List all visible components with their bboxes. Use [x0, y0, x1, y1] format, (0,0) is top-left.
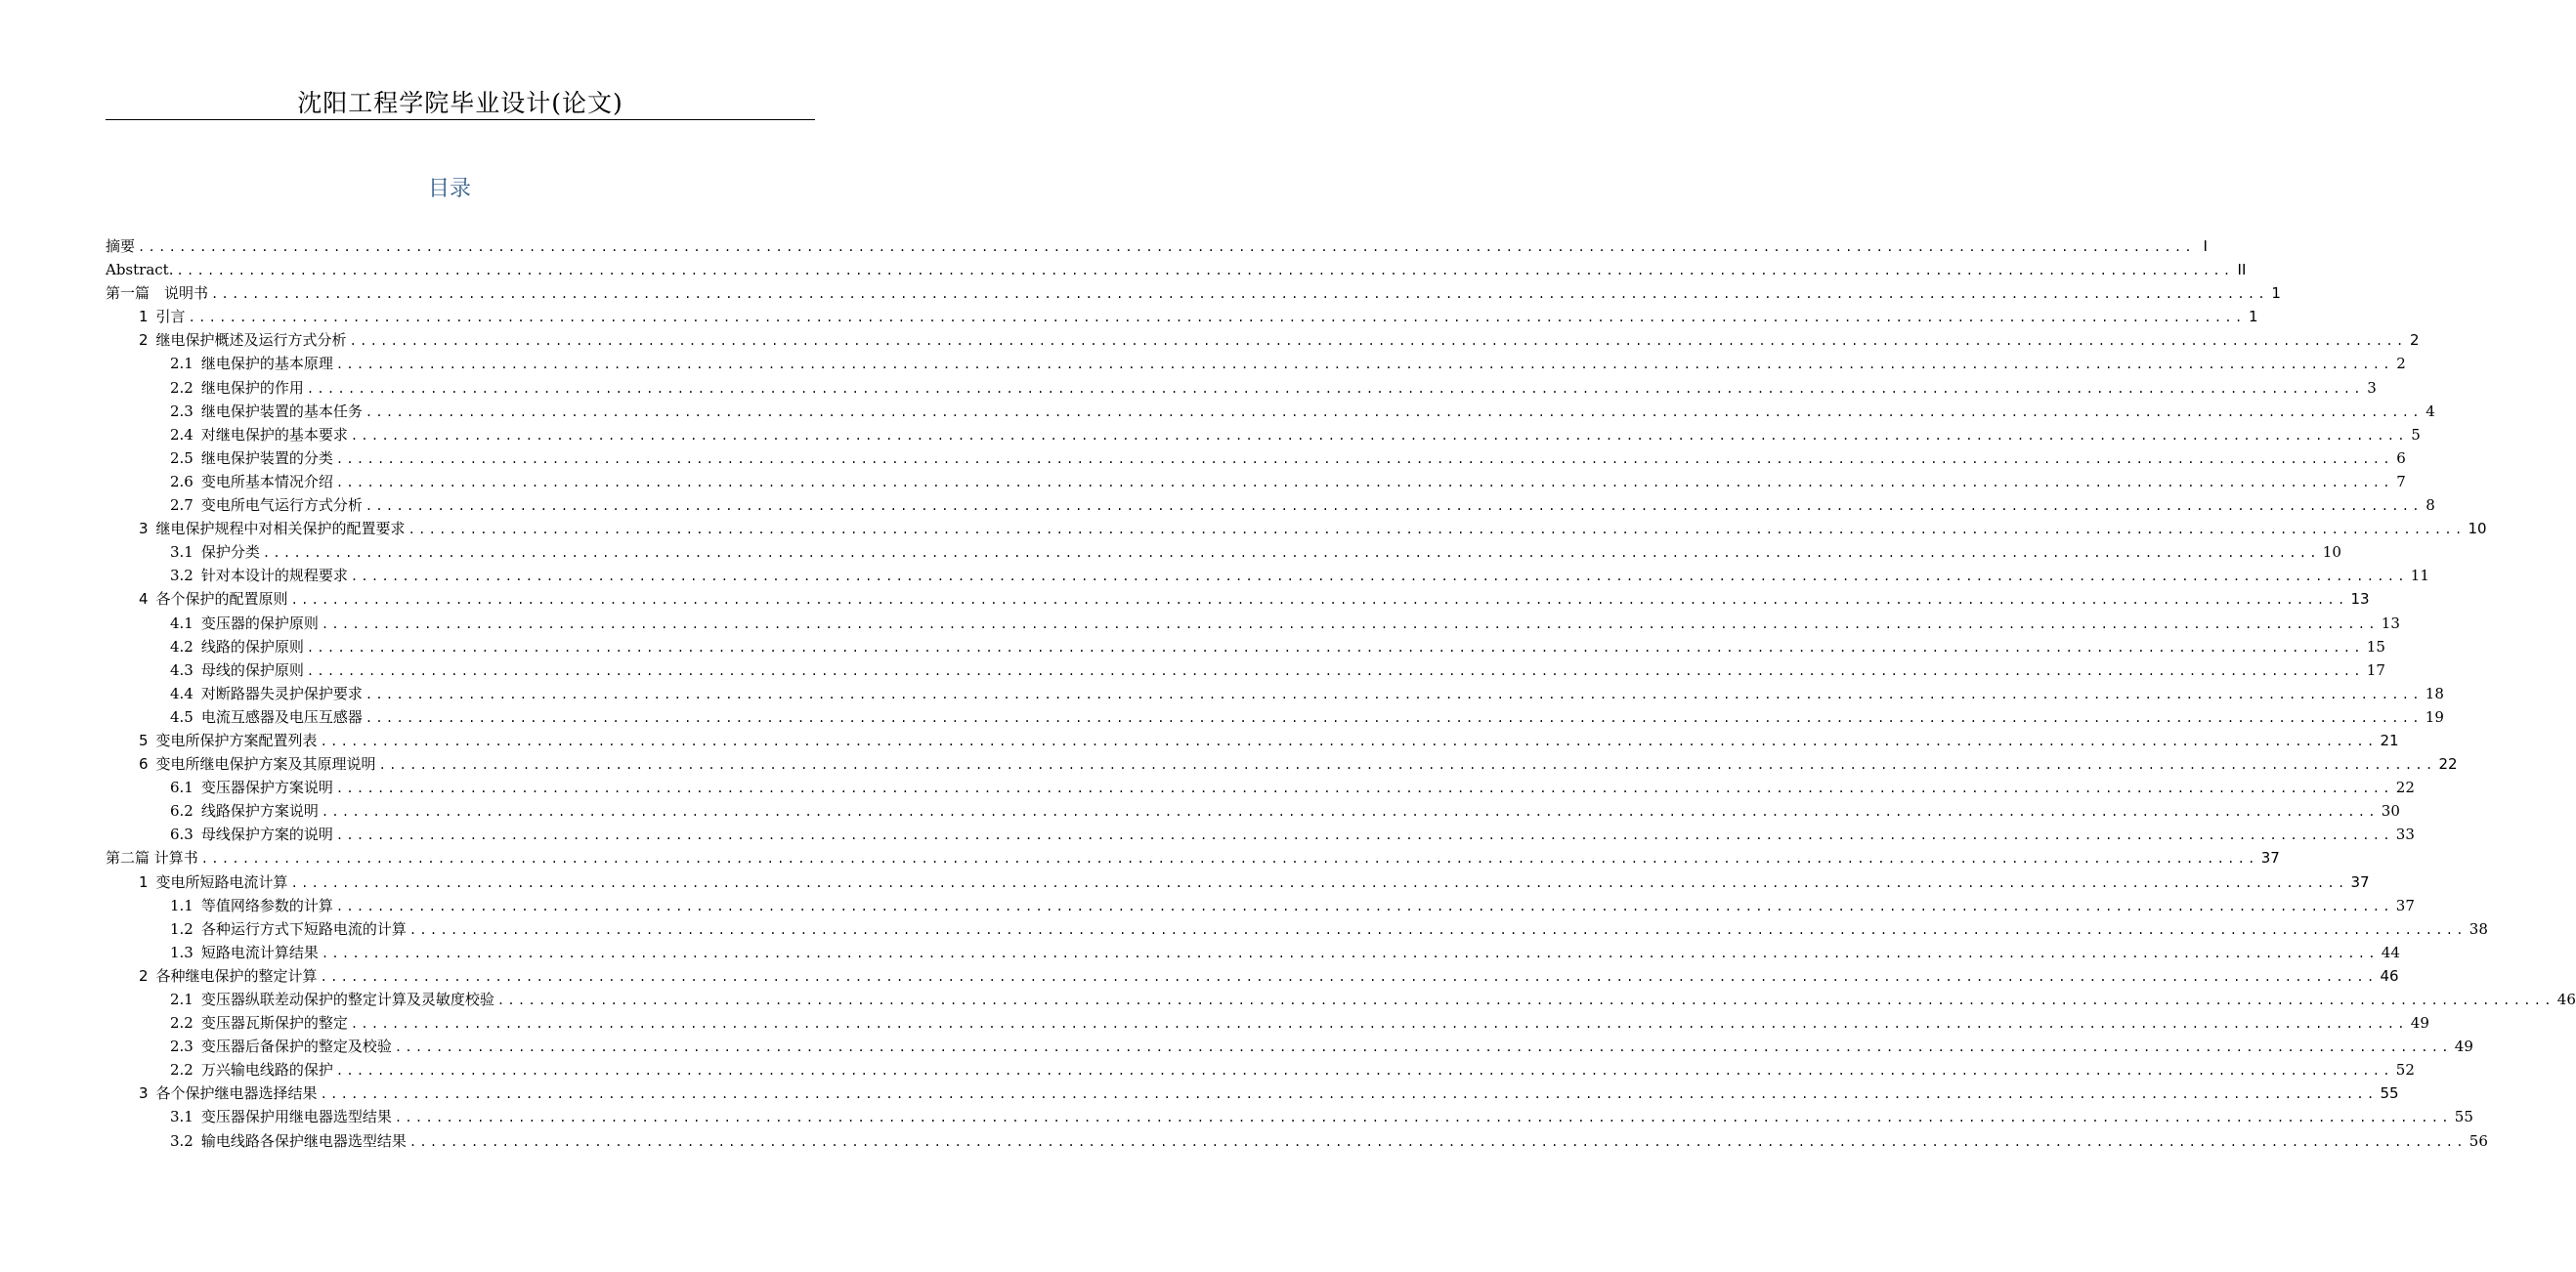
dot-leader: ........................................................................................................................................................................................................: [365, 404, 2423, 419]
toc-entry[interactable]: [106, 799, 2400, 823]
toc-entry-title: 保护分类: [200, 543, 260, 562]
dot-leader: ........................................................................................................................................................................................................: [408, 523, 2466, 537]
toc-entry-page: 3: [2367, 378, 2377, 397]
toc-entry[interactable]: [106, 446, 2406, 470]
toc-entry-title: 变电所短路电流计算: [155, 872, 288, 891]
dot-leader: ........................................................................................................................................................................................................: [496, 994, 2555, 1007]
toc-entry-page: 17: [2366, 660, 2385, 679]
dot-leader: ........................................................................................................................................................................................................: [200, 852, 2258, 867]
toc-entry[interactable]: [106, 1081, 2399, 1105]
toc-entry-number: 3.1: [170, 1108, 193, 1126]
toc-entry[interactable]: [106, 776, 2415, 799]
toc-entry-number: 6.2: [170, 802, 193, 821]
dot-leader: ........................................................................................................................................................................................................: [365, 710, 2423, 725]
toc-entry[interactable]: [106, 612, 2400, 635]
toc-entry[interactable]: [106, 941, 2400, 964]
toc-entry-title: 引言: [155, 308, 186, 326]
toc-entry-title: 对断路器失灵护保护要求: [200, 684, 363, 702]
toc-entry-title: 各种继电保护的整定计算: [155, 966, 318, 985]
toc-entry[interactable]: [106, 258, 2247, 281]
toc-entry[interactable]: [106, 281, 2281, 305]
toc-entry[interactable]: [106, 729, 2399, 752]
toc-entry[interactable]: [106, 1105, 2473, 1128]
toc-entry-number: 4.4: [170, 684, 193, 702]
toc-entry-title: 变电所继电保护方案及其原理说明: [155, 755, 376, 774]
toc-entry[interactable]: [106, 752, 2458, 776]
toc-entry-page: 37: [2350, 872, 2370, 891]
toc-entry-number: 4.2: [170, 637, 193, 656]
toc-entry-title: 母线的保护原则: [200, 660, 304, 679]
toc-entry-title: 继电保护规程中对相关保护的配置要求: [155, 520, 406, 538]
dot-leader: ........................................................................................................................................................................................................: [306, 381, 2364, 396]
dot-leader: ........................................................................................................................................................................................................: [188, 311, 2246, 325]
toc-entry-title: 各种运行方式下短路电流的计算: [200, 919, 407, 938]
toc-entry-page: I: [2203, 237, 2208, 255]
toc-entry[interactable]: [106, 470, 2406, 493]
toc-entry-page: 6: [2396, 448, 2406, 467]
toc-entry-title: 继电保护的作用: [200, 378, 304, 397]
toc-entry-page: 55: [2454, 1108, 2473, 1126]
toc-entry-page: 21: [2380, 731, 2399, 749]
dot-leader: ........................................................................................................................................................................................................: [138, 240, 2195, 254]
toc-entry-title: 变压器后备保护的整定及校验: [200, 1038, 392, 1056]
dot-leader: ........................................................................................................................................................................................................: [349, 334, 2407, 349]
toc-entry-title: 变压器保护用继电器选型结果: [200, 1108, 392, 1126]
toc-entry-page: 10: [2468, 520, 2487, 538]
toc-entry-page: 7: [2396, 472, 2406, 490]
dot-leader: ........................................................................................................................................................................................................: [321, 805, 2379, 820]
toc-entry[interactable]: [106, 917, 2488, 941]
toc-entry-number: 4: [139, 590, 149, 609]
toc-entry-number: 1.2: [170, 919, 193, 938]
dot-leader: ........................................................................................................................................................................................................: [320, 1087, 2378, 1102]
dot-leader: ........................................................................................................................................................................................................: [335, 358, 2393, 372]
toc-entry-number: 5: [139, 731, 149, 749]
toc-entry[interactable]: [106, 493, 2435, 517]
toc-heading: 目录: [427, 177, 471, 201]
toc-entry[interactable]: [106, 400, 2435, 423]
toc-entry-title: 变电所电气运行方式分析: [200, 496, 363, 515]
dot-leader: ........................................................................................................................................................................................................: [335, 828, 2393, 843]
toc-entry-number: 3.2: [170, 567, 193, 585]
toc-entry-number: 2.1: [170, 355, 193, 373]
toc-entry-title: 输电线路各保护继电器选型结果: [200, 1131, 407, 1150]
toc-entry[interactable]: [106, 517, 2487, 540]
toc-entry-page: 22: [2438, 755, 2458, 774]
toc-entry-page: 1: [2271, 284, 2281, 303]
dot-leader: ........................................................................................................................................................................................................: [408, 922, 2467, 937]
toc-entry[interactable]: [106, 376, 2377, 400]
dot-leader: ........................................................................................................................................................................................................: [320, 734, 2378, 748]
dot-leader: ........................................................................................................................................................................................................: [290, 593, 2348, 608]
toc-entry[interactable]: [106, 705, 2444, 729]
dot-leader: ........................................................................................................................................................................................................: [378, 758, 2436, 773]
toc-entry-page: 46: [2556, 991, 2576, 1008]
toc-entry[interactable]: [106, 1011, 2429, 1035]
toc-entry-page: 10: [2322, 543, 2341, 562]
dot-leader: ........................................................................................................................................................................................................: [335, 1064, 2393, 1079]
toc-entry-number: 2.3: [170, 1038, 193, 1056]
toc-entry-page: 13: [2381, 614, 2400, 632]
toc-entry[interactable]: [106, 846, 2280, 869]
toc-entry-page: 33: [2395, 826, 2415, 844]
toc-entry-title: 第二篇 计算书: [106, 849, 198, 868]
toc-entry-number: 2: [139, 966, 149, 985]
toc-entry-page: 37: [2395, 896, 2415, 914]
toc-entry-page: 5: [2411, 425, 2421, 444]
dot-leader: ........................................................................................................................................................................................................: [335, 451, 2393, 466]
toc-entry-title: 等值网络参数的计算: [200, 896, 333, 914]
toc-entry-number: 1.3: [170, 943, 193, 961]
toc-entry-number: 1: [139, 872, 149, 891]
toc-entry-page: 30: [2381, 802, 2400, 821]
toc-entry-title: 线路的保护原则: [200, 637, 304, 656]
toc-entry-page: 1: [2248, 308, 2258, 326]
toc-entry-page: 56: [2469, 1131, 2488, 1150]
toc-entry-number: 2.4: [170, 425, 193, 444]
dot-leader: ........................................................................................................................................................................................................: [350, 570, 2408, 584]
toc-entry[interactable]: [106, 894, 2415, 917]
toc-entry[interactable]: [106, 988, 2576, 1011]
toc-entry-page: 18: [2425, 684, 2444, 702]
toc-entry[interactable]: [106, 423, 2421, 446]
toc-entry-number: 2.2: [170, 1061, 193, 1080]
dot-leader: ........................................................................................................................................................................................................: [394, 1040, 2452, 1055]
toc-entry[interactable]: [106, 234, 2208, 258]
toc-entry-title: 各个保护的配置原则: [155, 590, 288, 609]
toc-entry-number: 4.5: [170, 707, 193, 726]
dot-leader: ........................................................................................................................................................................................................: [290, 875, 2348, 890]
toc-entry-number: 3: [139, 1084, 149, 1103]
dot-leader: ........................................................................................................................................................................................................: [365, 499, 2423, 514]
toc-entry-title: 各个保护继电器选择结果: [155, 1084, 318, 1103]
toc-entry[interactable]: [106, 964, 2399, 988]
toc-entry[interactable]: [106, 870, 2370, 894]
toc-entry-number: 4.3: [170, 660, 193, 679]
dot-leader: ........................................................................................................................................................................................................: [306, 640, 2364, 655]
toc-entry-page: 15: [2366, 637, 2385, 656]
toc-entry[interactable]: [106, 564, 2429, 587]
toc-entry-title: 变电所基本情况介绍: [200, 472, 333, 490]
toc-entry-title: 第一篇 说明书: [106, 284, 209, 303]
toc-entry-number: 2.5: [170, 448, 193, 467]
dot-leader: ........................................................................................................................................................................................................: [350, 1017, 2408, 1032]
dot-leader: ........................................................................................................................................................................................................: [335, 475, 2393, 489]
dot-leader: ........................................................................................................................................................................................................: [365, 687, 2423, 701]
toc-entry[interactable]: [106, 1058, 2415, 1081]
toc-entry-title: 变电所保护方案配置列表: [155, 731, 318, 749]
dot-leader: ........................................................................................................................................................................................................: [321, 946, 2379, 960]
toc-entry-title: 继电保护的基本原理: [200, 355, 333, 373]
toc-entry-number: 1.1: [170, 896, 193, 914]
toc-entry-number: 6: [139, 755, 149, 774]
toc-entry-title: 短路电流计算结果: [200, 943, 319, 961]
toc-entry-number: 2: [139, 331, 149, 350]
toc-entry-page: 2: [2396, 355, 2406, 373]
dot-leader: ........................................................................................................................................................................................................: [335, 899, 2393, 913]
toc-entry-page: 2: [2409, 331, 2420, 350]
toc-entry-title: 变压器保护方案说明: [200, 779, 333, 797]
toc-entry-number: 2.7: [170, 496, 193, 515]
toc-entry-number: 4.1: [170, 614, 193, 632]
dot-leader: ........................................................................................................................................................................................................: [211, 287, 2268, 302]
toc-entry[interactable]: [106, 1035, 2473, 1058]
toc-entry-title: 继电保护装置的基本任务: [200, 402, 363, 420]
toc-entry-number: 3.2: [170, 1131, 193, 1150]
toc-entry-page: 49: [2454, 1038, 2473, 1056]
dot-leader: ........................................................................................................................................................................................................: [321, 616, 2379, 631]
table-of-contents: [106, 234, 2576, 1153]
header-divider: [106, 119, 815, 120]
toc-entry-title: 针对本设计的规程要求: [200, 567, 348, 585]
toc-entry-number: 2.2: [170, 1014, 193, 1033]
toc-entry-number: 6.1: [170, 779, 193, 797]
toc-entry-title: 变压器纵联差动保护的整定计算及灵敏度校验: [200, 991, 494, 1008]
toc-entry-number: 1: [139, 308, 149, 326]
toc-entry[interactable]: [106, 540, 2341, 564]
dot-leader: ........................................................................................................................................................................................................: [262, 546, 2320, 561]
dot-leader: ........................................................................................................................................................................................................: [350, 428, 2408, 443]
toc-entry-page: 52: [2395, 1061, 2415, 1080]
toc-entry-title: 摘要: [106, 237, 136, 255]
toc-entry[interactable]: [106, 682, 2444, 705]
toc-entry-page: 8: [2426, 496, 2435, 515]
toc-entry-page: 44: [2381, 943, 2400, 961]
dot-leader: ........................................................................................................................................................................................................: [176, 264, 2234, 278]
toc-entry-page: 49: [2410, 1014, 2429, 1033]
toc-entry-title: 线路保护方案说明: [200, 802, 319, 821]
toc-entry-title: 变压器的保护原则: [200, 614, 319, 632]
toc-entry-title: 电流互感器及电压互感器: [200, 707, 363, 726]
toc-entry[interactable]: [106, 823, 2415, 846]
dot-leader: ........................................................................................................................................................................................................: [306, 663, 2364, 678]
toc-entry[interactable]: [106, 1129, 2488, 1153]
toc-entry-page: 19: [2425, 707, 2444, 726]
toc-entry[interactable]: [106, 635, 2385, 658]
toc-entry-page: 38: [2469, 919, 2488, 938]
toc-entry-page: 4: [2426, 402, 2435, 420]
toc-entry-title: 万兴输电线路的保护: [200, 1061, 333, 1080]
toc-entry-page: 13: [2350, 590, 2370, 609]
running-header-title: 沈阳工程学院毕业设计(论文): [297, 89, 623, 117]
toc-entry-number: 2.3: [170, 402, 193, 420]
toc-entry-number: 3: [139, 520, 149, 538]
dot-leader: ........................................................................................................................................................................................................: [408, 1134, 2467, 1149]
toc-entry-title: 继电保护装置的分类: [200, 448, 333, 467]
toc-entry[interactable]: [106, 328, 2420, 352]
toc-entry-page: 46: [2380, 966, 2399, 985]
dot-leader: ........................................................................................................................................................................................................: [394, 1111, 2452, 1125]
toc-entry[interactable]: [106, 352, 2406, 375]
toc-entry-number: 2.1: [170, 991, 193, 1008]
toc-entry-title: 母线保护方案的说明: [200, 826, 333, 844]
toc-entry[interactable]: [106, 305, 2258, 328]
toc-entry[interactable]: [106, 587, 2370, 611]
toc-entry-page: 55: [2380, 1084, 2399, 1103]
toc-entry-page: 11: [2410, 567, 2429, 585]
toc-entry-title: 对继电保护的基本要求: [200, 425, 348, 444]
toc-entry-page: II: [2237, 261, 2247, 279]
toc-entry[interactable]: [106, 658, 2385, 682]
dot-leader: ........................................................................................................................................................................................................: [320, 969, 2378, 984]
toc-entry-number: 2.2: [170, 378, 193, 397]
toc-entry-title: 变压器瓦斯保护的整定: [200, 1014, 348, 1033]
toc-entry-title: 继电保护概述及运行方式分析: [155, 331, 347, 350]
toc-entry-page: 22: [2395, 779, 2415, 797]
dot-leader: ........................................................................................................................................................................................................: [335, 782, 2393, 796]
toc-entry-title: Abstract.: [106, 261, 174, 279]
toc-entry-page: 37: [2260, 849, 2280, 868]
toc-entry-number: 6.3: [170, 826, 193, 844]
toc-entry-number: 3.1: [170, 543, 193, 562]
toc-entry-number: 2.6: [170, 472, 193, 490]
